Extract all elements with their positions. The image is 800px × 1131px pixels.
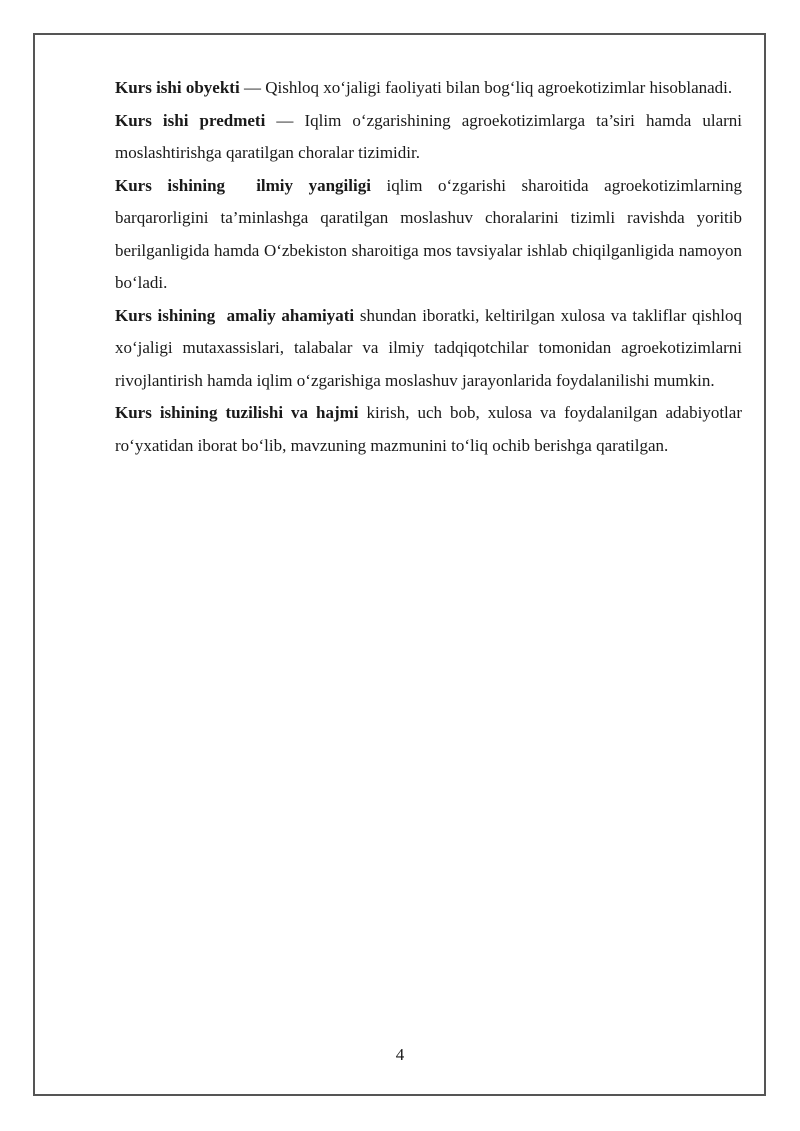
paragraph-structure (115, 397, 742, 462)
paragraph-scientific-novelty (115, 170, 742, 300)
paragraph-text: — Qishloq xo‘jaligi faoliyati bilan bog‘liq agroekotizimlar hisoblanadi. (239, 78, 733, 97)
paragraph-text: — Iqlim o‘zgarishining agroekotizimlarga ta’siri hamda ularni moslashtirishga qaratilgan choralar tizimidir. (115, 110, 743, 162)
paragraph-object (115, 72, 742, 105)
paragraph-lead: Kurs ishi predmeti (115, 110, 266, 130)
page-number: 4 (395, 1045, 405, 1064)
paragraph-text: shundan iboratki, keltirilgan xulosa va takliflar qishloq xo‘jaligi mutaxassislari, talabalar va ilmiy tadqiqotchilar tomonidan agroekotizimlarni rivojlantirish hamda iqlim o‘zgarishiga moslashuv jarayonlarida foydalanilishi mumkin. (115, 305, 743, 390)
paragraph-text: iqlim o‘zgarishi sharoitida agroekotizimlarning barqarorligini ta’minlashga qaratilgan moslashuv choralarini tizimli ravishda yoritib berilganligida hamda O‘zbekiston sharoitiga mos tavsiyalar ishlab chiqilganligida namoyon bo‘ladi. (115, 175, 743, 292)
document-body (115, 72, 742, 462)
paragraph-lead: Kurs ishining tuzilishi va hajmi (115, 403, 359, 422)
paragraph-practical-significance (115, 300, 742, 398)
paragraph-subject (115, 105, 742, 170)
paragraph-text: kirish, uch bob, xulosa va foydalanilgan adabiyotlar ro‘yxatidan iborat bo‘lib, mavzuning mazmunini to‘liq ochib berishga qaratilgan. (115, 403, 742, 455)
paragraph-lead: Kurs ishining amaliy ahamiyati (115, 305, 355, 325)
paragraph-lead: Kurs ishi obyekti (115, 78, 240, 97)
paragraph-lead: Kurs ishining ilmiy yangiligi (115, 175, 371, 195)
